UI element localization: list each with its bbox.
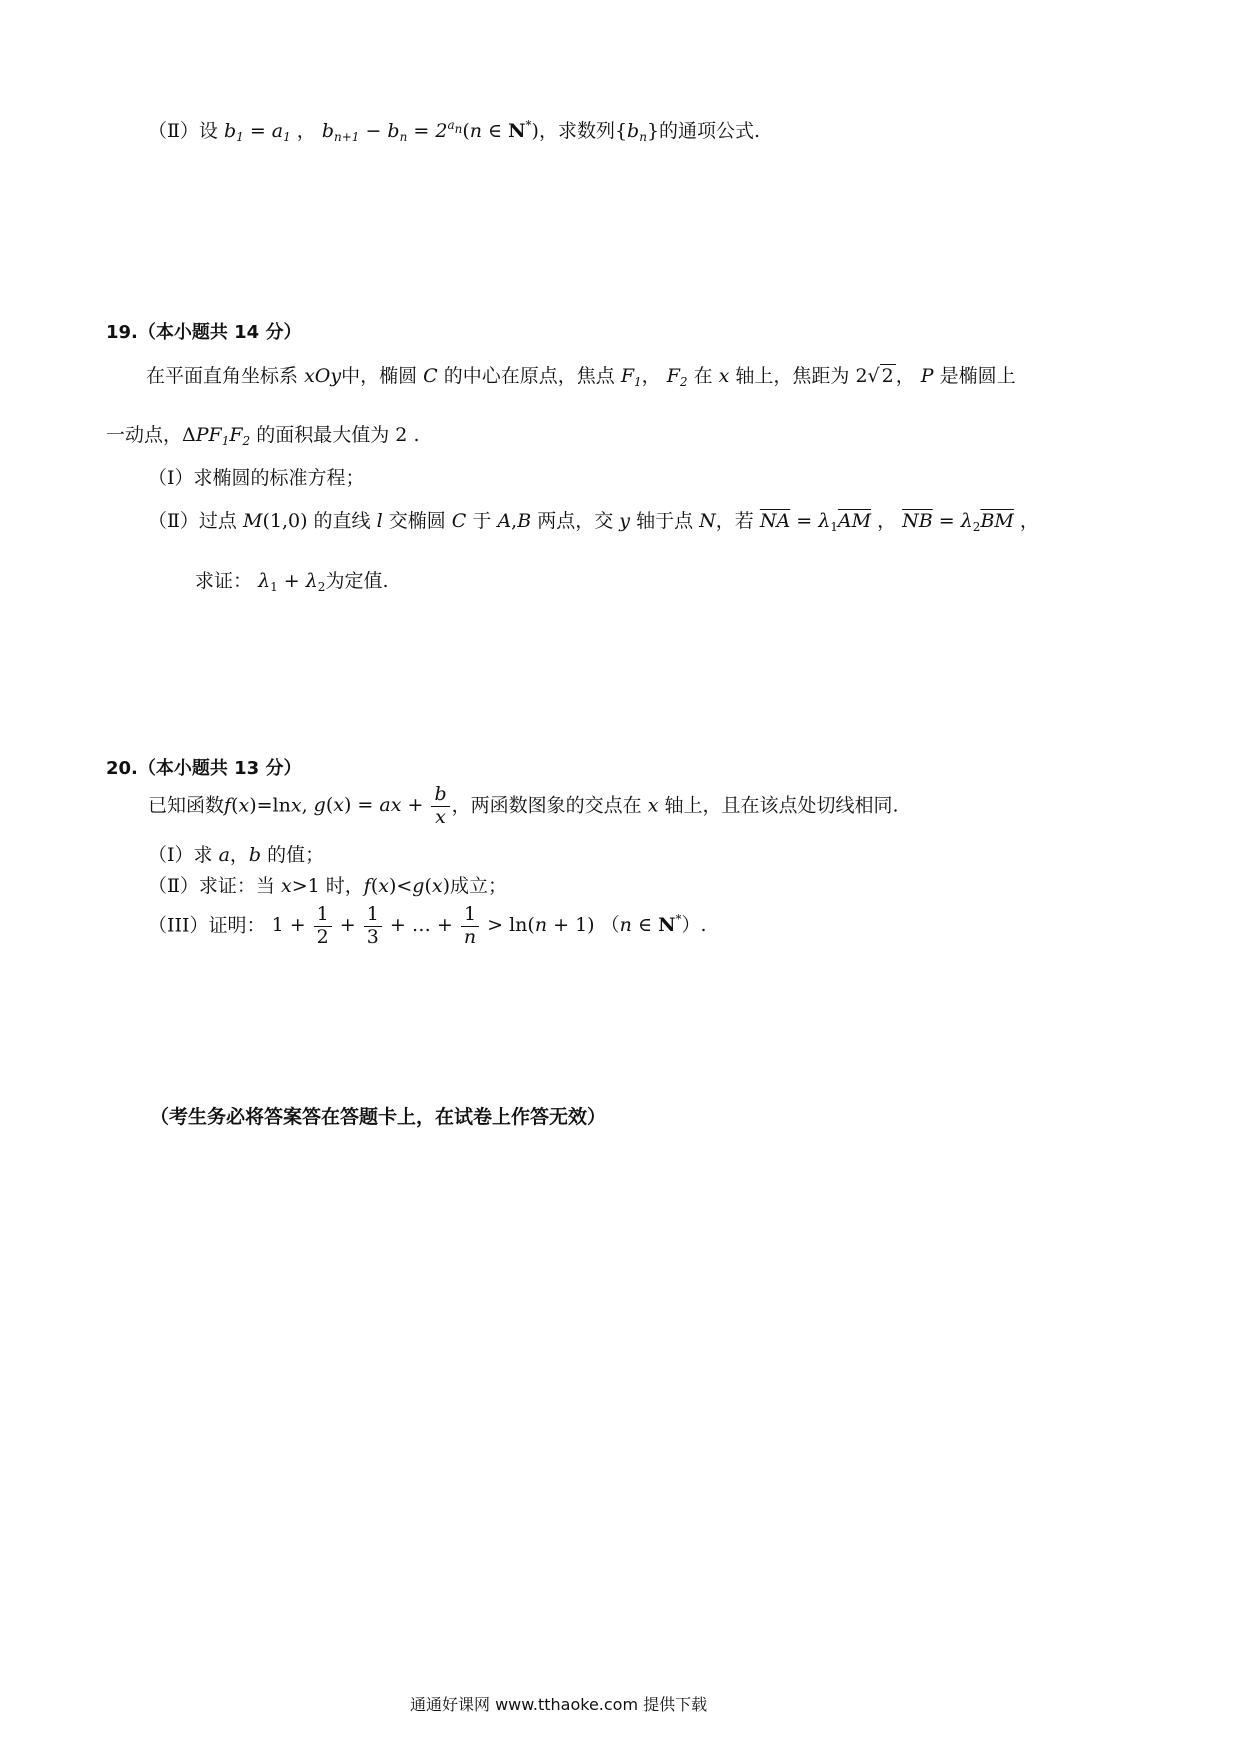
formula-f-lt-g: f(x)<g(x)	[363, 875, 451, 897]
formula-2sqrt2: 2√ 2	[855, 365, 894, 387]
formula-recurrence: $b_{n+1} - b_n = 2^{a_n}(n$ ∈ N*)	[321, 118, 539, 144]
q19-stem-line1: 在平面直角坐标系 xOy中，椭圆 C 的中心在原点，焦点 $F_1$， $F_2$ 在 x 轴上，焦距为 2√ 2 ， P 是椭圆上	[146, 365, 1016, 389]
q19-part2-line2: 求证： $\lambda_1 + \lambda_2$为定值.	[195, 570, 389, 594]
formula-harmonic-inequality: 1 + $\frac{1}{2}$ + $\frac{1}{3}$ + … + $\frac{1}{n}$ > ln(n + 1)	[271, 903, 595, 948]
q19-heading: 19.（本小题共 14 分）	[106, 322, 302, 343]
exam-notice: （考生务必将答案答在答题卡上，在试卷上作答无效）	[150, 1106, 607, 1128]
formula-y: y	[619, 510, 631, 532]
formula-seq-bn: $\{b_n\}$	[614, 120, 660, 144]
formula-xoy: xOy	[304, 365, 342, 387]
q19-part2-line1: （Ⅱ）过点 M(1,0) 的直线 l 交椭圆 C 于 A,B 两点，交 y 轴于点 N，若 $\overline{NA} = \lambda_1\overline{AM}$ ， $\overline{NB} = \lambda_2\overline{BM}$ ，	[148, 510, 1039, 534]
formula-a-b: a	[218, 844, 230, 866]
q19-part1: （Ⅰ）求椭圆的标准方程；	[148, 467, 365, 489]
formula-b1-a1: $b_1 = a_1$	[223, 120, 291, 144]
q20-part3: （III）证明： 1 + $\frac{1}{2}$ + $\frac{1}{3}$ + … + $\frac{1}{n}$ > ln(n + 1) （n ∈ N*）.	[148, 903, 707, 948]
formula-c2: C	[451, 510, 467, 532]
formula-l: l	[376, 510, 383, 532]
formula-gx: g(x) = ax + $\frac{b}{x}$	[314, 794, 452, 816]
formula-triangle: $\Delta PF_1F_2$	[182, 424, 251, 448]
formula-x-gt-1: x>1	[280, 875, 320, 897]
formula-x2: x	[647, 794, 659, 817]
formula-n: N	[699, 510, 716, 532]
formula-f1: $F_1$	[620, 365, 642, 389]
q20-part2: （Ⅱ）求证：当 x>1 时，f(x)<g(x)成立；	[148, 875, 508, 897]
q19-stem-line2: 一动点，$\Delta PF_1F_2$ 的面积最大值为 2 .	[106, 424, 420, 448]
q20-heading: 20.（本小题共 13 分）	[106, 758, 302, 779]
q20-stem: 已知函数f(x)=lnx, g(x) = ax + $\frac{b}{x}$ ，两函数图象的交点在 x 轴上，且在该点处切线相同.	[148, 783, 899, 828]
formula-c: C	[423, 365, 438, 387]
q18-part2-line: （Ⅱ）设 $b_1 = a_1$ ， $b_{n+1} - b_n = 2^{a_n}(n$ ∈ N*)，求数列$\{b_n\}$的通项公式.	[148, 118, 761, 144]
formula-n-in-n: （n ∈ N*）.	[600, 912, 707, 937]
formula-m10: M(1,0)	[242, 510, 308, 532]
formula-f2: $F_2$	[666, 365, 688, 389]
formula-lambda-sum: $\lambda_1 + \lambda_2$	[258, 570, 326, 594]
formula-x: x	[718, 365, 730, 387]
formula-fx-lnx: f(x)=lnx,	[224, 794, 308, 817]
formula-vec-na: $\overline{NA} = \lambda_1\overline{AM}$	[759, 510, 872, 534]
formula-ab: A	[497, 510, 512, 532]
q20-part1: （Ⅰ）求 a，b 的值；	[148, 844, 325, 866]
formula-p: P	[920, 365, 934, 387]
formula-vec-nb: $\overline{NB} = \lambda_2\overline{BM}$	[902, 510, 1014, 534]
footer-source: 通通好课网 www.tthaoke.com 提供下载	[410, 1695, 708, 1714]
